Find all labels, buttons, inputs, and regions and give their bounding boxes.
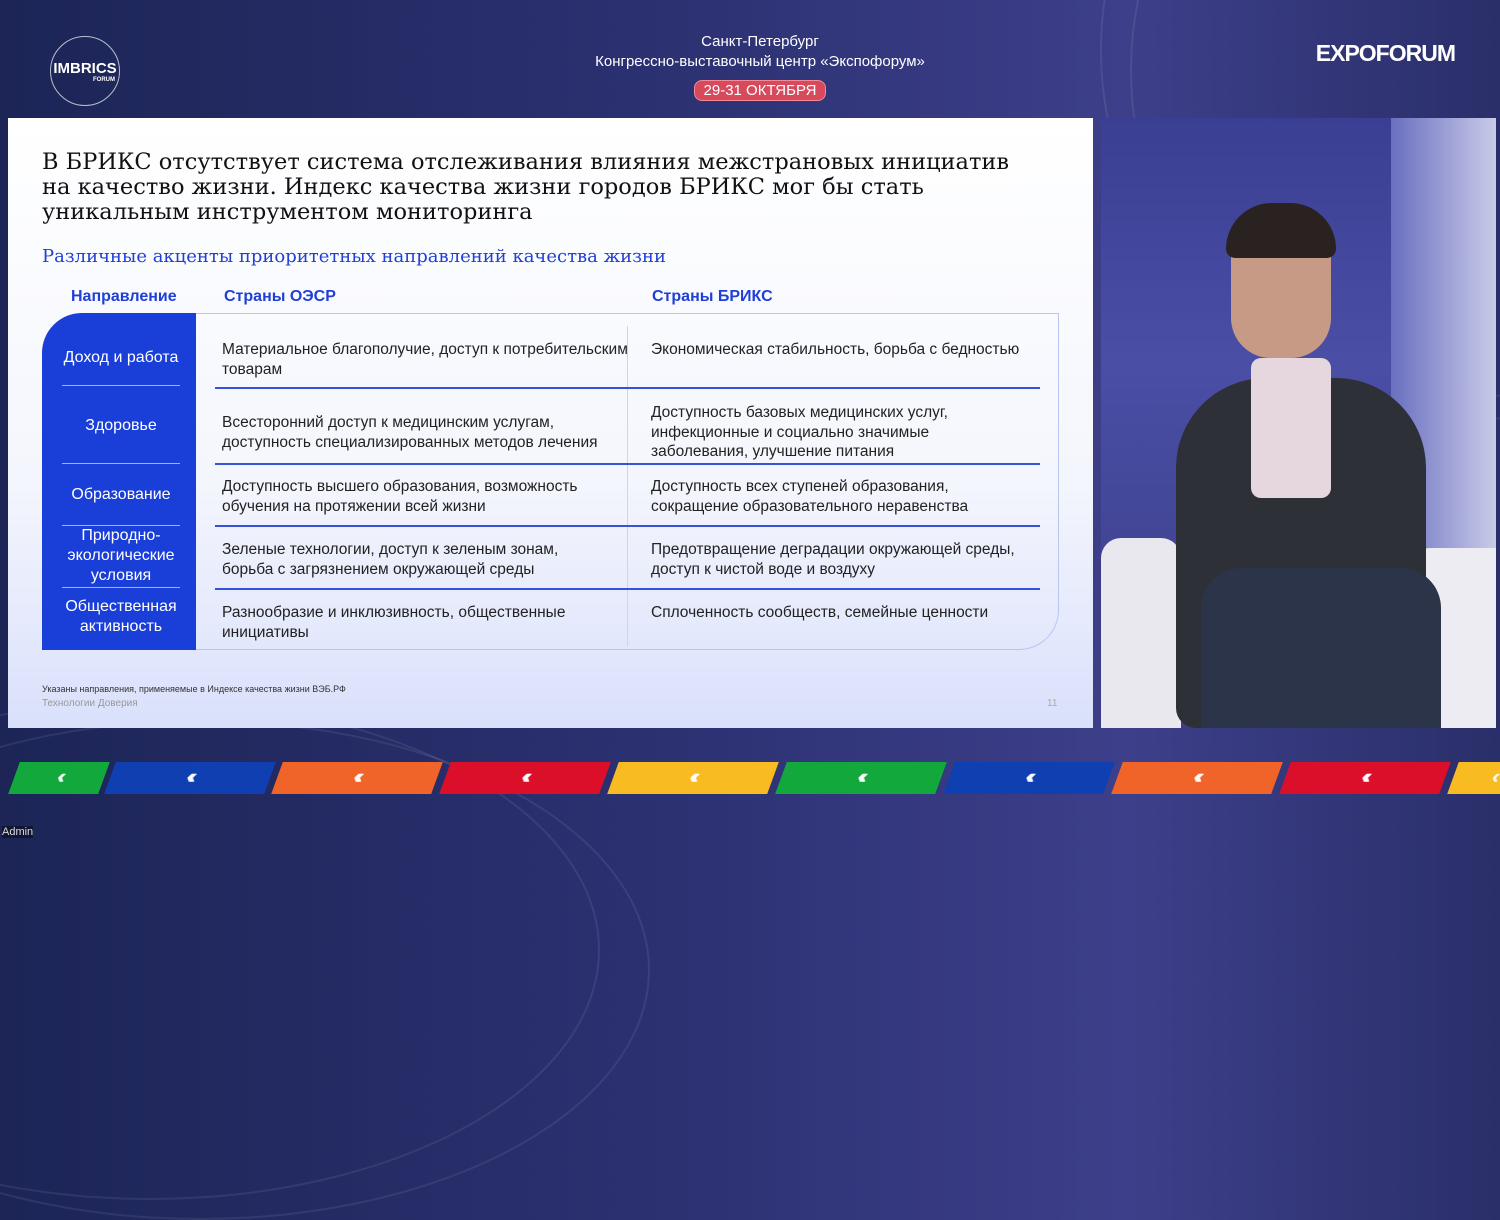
footnote: Указаны направления, применяемые в Индексе качества жизни ВЭБ.РФ [42, 684, 346, 694]
direction-cell: Общественная активность [65, 598, 177, 635]
decorative-stripes: ‹‹‹‹‹‹‹ ‹‹‹‹‹‹‹‹‹‹‹‹ ‹‹‹‹‹‹‹‹‹‹‹‹ ‹‹‹‹‹‹‹‹‹‹‹‹ ‹‹‹‹‹‹‹‹‹‹‹‹ ‹‹‹‹‹‹‹‹‹‹‹‹ ‹‹‹‹‹‹‹‹‹‹‹‹ ‹‹‹‹‹‹‹‹‹‹‹‹ ‹‹‹‹‹‹‹‹‹‹‹‹ ‹‹‹‹‹ [0, 762, 1500, 794]
col-header-brics: Страны БРИКС [652, 288, 773, 305]
presentation-slide [8, 118, 1093, 728]
slide-subtitle: Различные акценты приоритетных направлений качества жизни [42, 246, 666, 267]
slide-title: В БРИКС отсутствует система отслеживания влияния межстрановых инициатив на качество жизни. Индекс качества жизни городов БРИКС мог бы стать уникальным инструментом мониторинга [42, 149, 1010, 225]
direction-cell: Природно-экологические условия [67, 527, 175, 584]
direction-column [42, 313, 196, 650]
speaker-video [1101, 118, 1496, 728]
table-cell-brics: Сплоченность сообществ, семейные ценности [651, 604, 989, 621]
overlay-username: Admin [2, 826, 34, 838]
table-cell-oecd: Материальное благополучие, доступ к потребительским товарам [222, 341, 628, 378]
page-number: 11 [1047, 698, 1058, 709]
col-header-oecd: Страны ОЭСР [224, 288, 336, 305]
expoforum-logo: EXPOFORUM [1315, 40, 1455, 66]
venue: Конгрессно-выставочный центр «Экспофорум» [595, 53, 925, 70]
table-cell-oecd: Зеленые технологии, доступ к зеленым зонам, борьба с загрязнением окружающей среды [222, 541, 559, 578]
direction-cell: Доход и работа [63, 349, 179, 366]
direction-cell: Здоровье [85, 416, 157, 434]
table-cell-oecd: Разнообразие и инклюзивность, общественные инициативы [222, 604, 566, 641]
slide-footer: Технологии Доверия [42, 698, 138, 709]
city: Санкт-Петербург [701, 33, 819, 50]
table-cell-brics: Предотвращение деградации окружающей среды, доступ к чистой воде и воздуху [651, 541, 1015, 578]
col-header-direction: Направление [71, 288, 177, 305]
direction-cell: Образование [71, 486, 171, 503]
table-cell-oecd: Всесторонний доступ к медицинским услугам, доступность специализированных методов лечения [222, 414, 598, 451]
table-cell-brics: Экономическая стабильность, борьба с бедностью [651, 341, 1020, 358]
imbrics-logo: IMBRICS FORUM [50, 36, 120, 106]
table-cell-brics: Доступность всех ступеней образования, сокращение образовательного неравенства [651, 478, 969, 515]
table-cell-oecd: Доступность высшего образования, возможность обучения на протяжении всей жизни [222, 478, 578, 515]
date-badge: 29-31 ОКТЯБРЯ [694, 80, 826, 101]
table-cell-brics: Доступность базовых медицинских услуг, инфекционные и социально значимые заболевания, улучшение питания [651, 404, 948, 460]
